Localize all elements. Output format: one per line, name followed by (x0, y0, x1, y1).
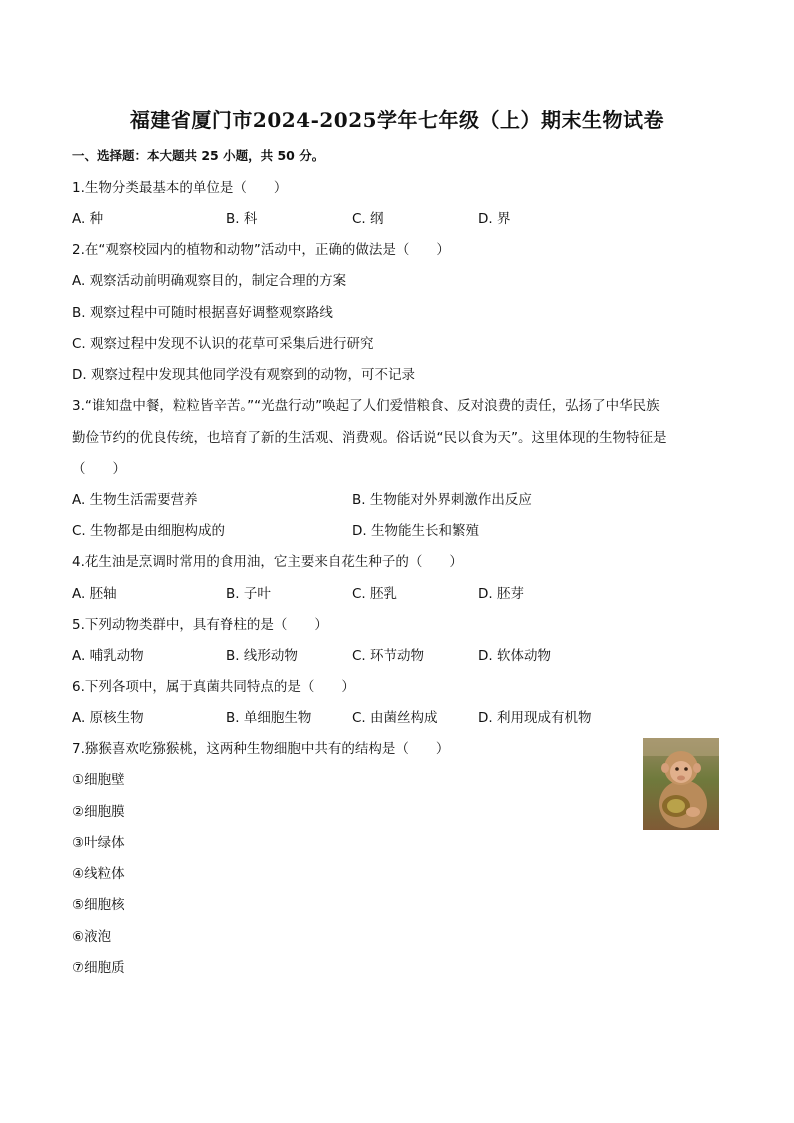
q1-option-a: A. 种 (72, 211, 104, 227)
q2-option-a: A. 观察活动前明确观察目的，制定合理的方案 (72, 273, 347, 289)
q7-item-5: ⑤细胞核 (72, 897, 125, 913)
q3-option-d: D. 生物能生长和繁殖 (352, 523, 479, 539)
q4-option-b: B. 子叶 (226, 586, 271, 602)
q6-option-b: B. 单细胞生物 (226, 710, 312, 726)
q3-option-a: A. 生物生活需要营养 (72, 492, 198, 508)
question-4-stem: 4.花生油是烹调时常用的食用油，它主要来自花生种子的（ ） (72, 554, 463, 570)
q6-option-c: C. 由菌丝构成 (352, 710, 438, 726)
question-7-stem: 7.猕猴喜欢吃猕猴桃，这两种生物细胞中共有的结构是（ ） (72, 741, 450, 757)
q1-option-b: B. 科 (226, 211, 258, 227)
question-3-stem-line-1: 3.“谁知盘中餐，粒粒皆辛苦。”“光盘行动”唤起了人们爱惜粮食、反对浪费的责任，弘扬了中华民族 (72, 398, 660, 414)
q7-item-4: ④线粒体 (72, 866, 125, 882)
q1-option-d: D. 界 (478, 211, 511, 227)
q7-item-7: ⑦细胞质 (72, 960, 125, 976)
question-3-stem-line-3: （ ） (72, 461, 126, 477)
question-2-stem: 2.在“观察校园内的植物和动物”活动中，正确的做法是（ ） (72, 242, 450, 258)
q3-option-b: B. 生物能对外界刺激作出反应 (352, 492, 532, 508)
q2-option-b: B. 观察过程中可随时根据喜好调整观察路线 (72, 305, 333, 321)
q7-item-3: ③叶绿体 (72, 835, 125, 851)
q4-option-c: C. 胚乳 (352, 586, 398, 602)
q6-option-d: D. 利用现成有机物 (478, 710, 592, 726)
q7-item-2: ②细胞膜 (72, 804, 125, 820)
q7-item-1: ①细胞壁 (72, 772, 125, 788)
q5-option-a: A. 哺乳动物 (72, 648, 144, 664)
question-3-stem-line-2: 勤俭节约的优良传统，也培育了新的生活观、消费观。俗话说“民以食为天”。这里体现的生物特征是 (72, 430, 667, 446)
q4-option-a: A. 胚轴 (72, 586, 117, 602)
question-6-stem: 6.下列各项中，属于真菌共同特点的是（ ） (72, 679, 355, 695)
q5-option-b: B. 线形动物 (226, 648, 298, 664)
q2-option-d: D. 观察过程中发现其他同学没有观察到的动物，可不记录 (72, 367, 415, 383)
q3-option-c: C. 生物都是由细胞构成的 (72, 523, 226, 539)
q6-option-a: A. 原核生物 (72, 710, 144, 726)
q7-item-6: ⑥液泡 (72, 929, 112, 945)
question-1-stem: 1.生物分类最基本的单位是（ ） (72, 180, 288, 196)
monkey-illustration (643, 738, 719, 830)
q5-option-d: D. 软体动物 (478, 648, 551, 664)
q5-option-c: C. 环节动物 (352, 648, 425, 664)
monkey-photo (643, 738, 719, 830)
section-heading: 一、选择题：本大题共 25 小题，共 50 分。 (72, 148, 325, 163)
q2-option-c: C. 观察过程中发现不认识的花草可采集后进行研究 (72, 336, 374, 352)
q4-option-d: D. 胚芽 (478, 586, 524, 602)
question-5-stem: 5.下列动物类群中，具有脊柱的是（ ） (72, 617, 328, 633)
q1-option-c: C. 纲 (352, 211, 384, 227)
exam-title: 福建省厦门市2024-2025学年七年级（上）期末生物试卷 (129, 108, 665, 132)
